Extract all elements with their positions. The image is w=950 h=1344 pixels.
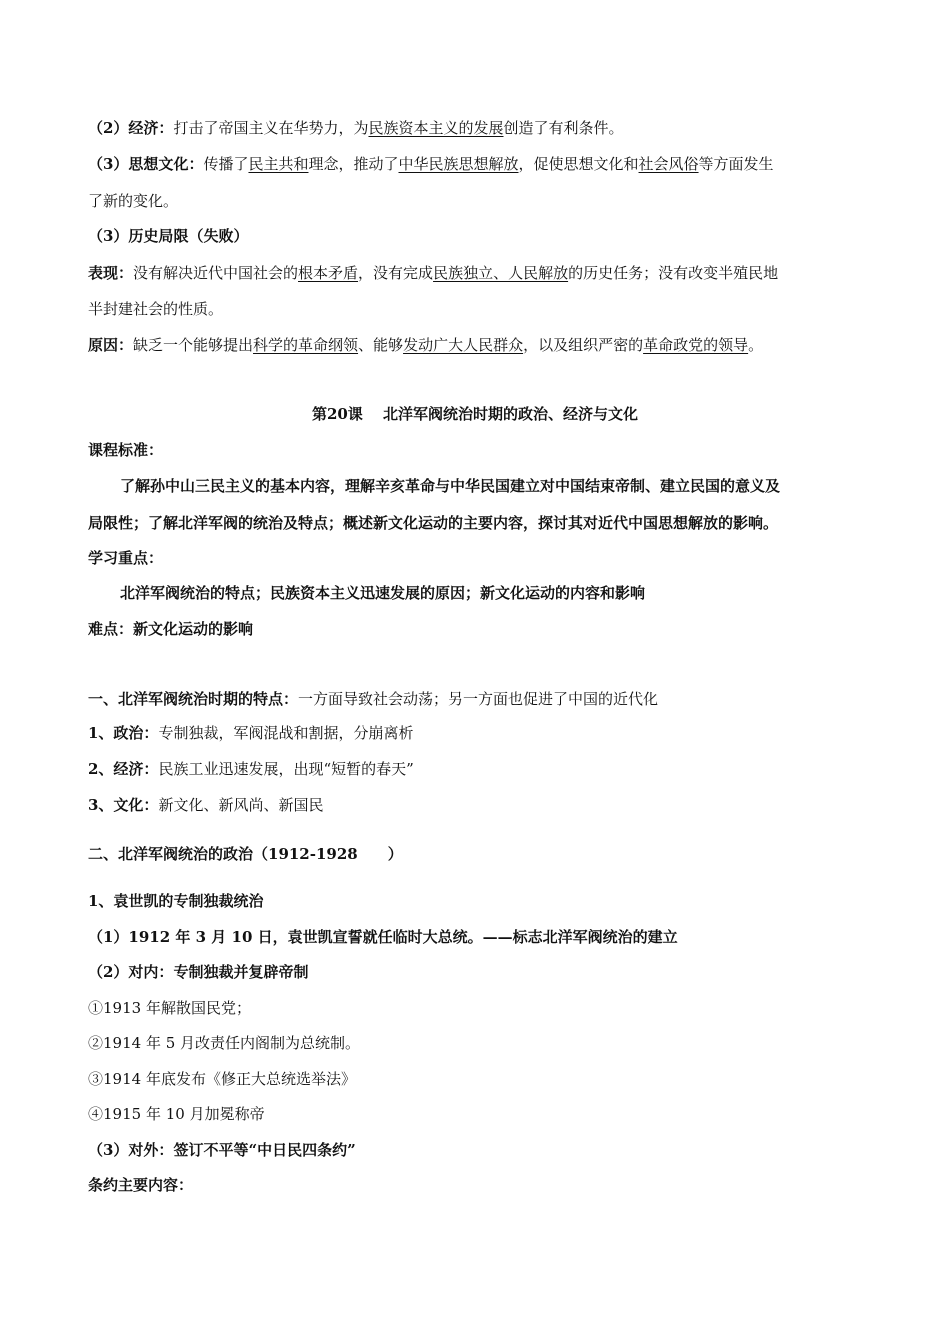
limits-heading: （3）历史局限（失败） [88, 227, 249, 245]
economy-label: （2）经济： [88, 119, 174, 137]
part1-item [88, 722, 864, 744]
economy-underline-1: 民族资本主义的发展 [368, 119, 504, 137]
culture-text-1: 传播了 [203, 155, 249, 173]
culture-text-4: 等方面发生 [698, 155, 774, 173]
reason-underline-1: 科学的革命纲领 [253, 336, 359, 354]
part1-item [88, 758, 864, 780]
focus-label: 学习重点： [88, 549, 164, 567]
manifest-underline-2: 民族独立、人民解放 [433, 264, 569, 282]
list-item: ②1914 年 5 月改责任内阁制为总统制。 [88, 1034, 361, 1052]
reason-label: 原因： [88, 336, 134, 354]
difficulty: 难点：新文化运动的影响 [88, 620, 254, 638]
paragraph-culture [88, 153, 864, 175]
part1-item-label: 1、政治： [88, 724, 159, 742]
standard-line-1: 了解孙中山三民主义的基本内容，理解辛亥革命与中华民国建立对中国结束帝制、建立民国的意义及 [120, 477, 781, 495]
paragraph-economy [88, 117, 864, 139]
part1-heading [88, 688, 864, 710]
standard-label: 课程标准： [88, 441, 164, 459]
manifest-underline-1: 根本矛盾 [298, 264, 359, 282]
economy-text-1: 打击了帝国主义在华势力，为 [173, 119, 369, 137]
paragraph-manifestation [88, 262, 864, 284]
part1-item-text: 新文化、新风尚、新国民 [158, 796, 324, 814]
reason-text-4: 。 [748, 336, 764, 354]
manifest-text-2: ，没有完成 [358, 264, 434, 282]
manifest-text-3: 的历史任务；没有改变半殖民地 [568, 264, 779, 282]
reason-underline-3: 革命政党的领导 [643, 336, 749, 354]
list-item: ④1915 年 10 月加冕称帝 [88, 1105, 265, 1123]
paragraph-reason [88, 334, 864, 356]
reason-text-1: 缺乏一个能够提出 [133, 336, 254, 354]
manifest-text-1: 没有解决近代中国社会的 [133, 264, 299, 282]
culture-label: （3）思想文化： [88, 155, 204, 173]
part1-heading-bold: 一、北洋军阀统治时期的特点： [88, 690, 299, 708]
part1-heading-text: 一方面导致社会动荡；另一方面也促进了中国的近代化 [298, 690, 659, 708]
reason-text-2: 、能够 [358, 336, 404, 354]
paragraph-manifestation-cont: 半封建社会的性质。 [88, 300, 224, 318]
culture-underline-3: 社会风俗 [638, 155, 699, 173]
list-item: ①1913 年解散国民党； [88, 999, 251, 1017]
part2-p2: （2）对内：专制独裁并复辟帝制 [88, 963, 309, 981]
part2-heading: 二、北洋军阀统治的政治（1912-1928 ） [88, 845, 403, 863]
part2-p4: 条约主要内容： [88, 1176, 194, 1194]
paragraph-culture-cont: 了新的变化。 [88, 192, 179, 210]
part1-item-label: 3、文化： [88, 796, 159, 814]
focus-text: 北洋军阀统治的特点；民族资本主义迅速发展的原因；新文化运动的内容和影响 [120, 584, 646, 602]
reason-text-3: ，以及组织严密的 [523, 336, 644, 354]
culture-underline-2: 中华民族思想解放 [398, 155, 519, 173]
reason-underline-2: 发动广大人民群众 [403, 336, 524, 354]
part1-item-label: 2、经济： [88, 760, 159, 778]
list-item: ③1914 年底发布《修正大总统选举法》 [88, 1070, 356, 1088]
standard-line-2: 局限性；了解北洋军阀的统治及特点；概述新文化运动的主要内容，探讨其对近代中国思想解放的影响。 [88, 514, 779, 532]
economy-text-2: 创造了有利条件。 [503, 119, 624, 137]
lesson-title: 第20课 北洋军阀统治时期的政治、经济与文化 [311, 405, 639, 423]
culture-text-3: ，促使思想文化和 [518, 155, 639, 173]
part1-item [88, 794, 864, 816]
culture-text-2: 理念，推动了 [308, 155, 399, 173]
part1-item-text: 专制独裁，军阀混战和割据，分崩离析 [158, 724, 414, 742]
part2-p1: （1）1912 年 3 月 10 日，袁世凯宣誓就任临时大总统。——标志北洋军阀统治的建立 [88, 928, 678, 946]
part2-p3: （3）对外：签订不平等“中日民四条约” [88, 1141, 356, 1159]
part1-item-text: 民族工业迅速发展，出现“短暂的春天” [158, 760, 414, 778]
manifest-label: 表现： [88, 264, 134, 282]
culture-underline-1: 民主共和 [248, 155, 309, 173]
part2-sub1: 1、袁世凯的专制独裁统治 [88, 892, 264, 910]
